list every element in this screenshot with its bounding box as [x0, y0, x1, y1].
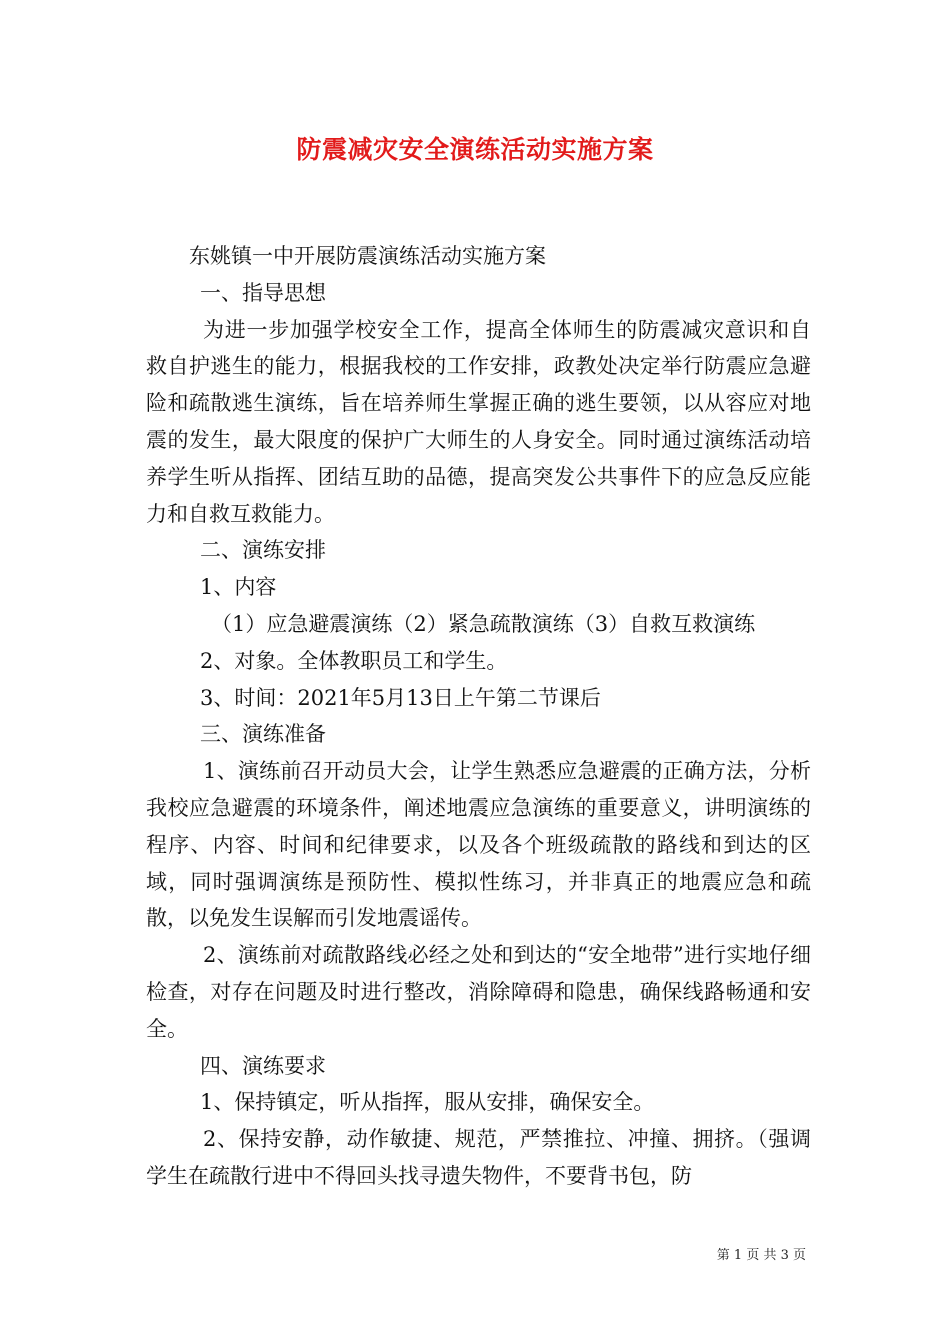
document-body	[146, 238, 811, 1195]
section-heading-requirements: 四、演练要求	[200, 1053, 326, 1078]
paragraph-preparation-1: 1、演练前召开动员大会，让学生熟悉应急避震的正确方法，分析我校应急避震的环境条件，阐述地震应急演练的重要意义，讲明演练的程序、内容、时间和纪律要求，以及各个班级疏散的路线和到达的区域，同时强调演练是预防性、模拟性练习，并非真正的地震应急和疏散，以免发生误解而引发地震谣传。	[146, 759, 811, 931]
paragraph-requirement-2: 2、保持安静，动作敏捷、规范，严禁推拉、冲撞、拥挤。（强调学生在疏散行进中不得回头找寻遗失物件，不要背书包，防	[146, 1127, 811, 1188]
item-content-list: （1）应急避震演练（2）紧急疏散演练（3）自救互救演练	[211, 611, 756, 636]
section-heading-guiding-thought: 一、指导思想	[200, 280, 326, 305]
document-title: 防震减灾安全演练活动实施方案	[296, 135, 654, 164]
item-target: 2、对象。全体教职员工和学生。	[200, 648, 508, 673]
item-time: 3、时间：2021年5月13日上午第二节课后	[200, 685, 601, 710]
section-heading-preparation: 三、演练准备	[200, 722, 326, 747]
item-content: 1、内容	[200, 575, 277, 600]
paragraph-guiding-thought: 为进一步加强学校安全工作，提高全体师生的防震减灾意识和自救自护逃生的能力，根据我校的工作安排，政教处决定举行防震应急避险和疏散逃生演练，旨在培养师生掌握正确的逃生要领，以从容应对地震的发生，最大限度的保护广大师生的人身安全。同时通过演练活动培养学生听从指挥、团结互助的品德，提高突发公共事件下的应急反应能力和自救互救能力。	[146, 317, 811, 526]
section-heading-arrangement: 二、演练安排	[200, 538, 326, 563]
item-requirement-1: 1、保持镇定，听从指挥，服从安排，确保安全。	[200, 1090, 655, 1115]
page-number: 第 1 页 共 3 页	[716, 1248, 806, 1263]
paragraph-preparation-2: 2、演练前对疏散路线必经之处和到达的“安全地带”进行实地仔细检查，对存在问题及时进行整改，消除障碍和隐患，确保线路畅通和安全。	[146, 943, 811, 1041]
document-subtitle: 东姚镇一中开展防震演练活动实施方案	[189, 244, 546, 268]
